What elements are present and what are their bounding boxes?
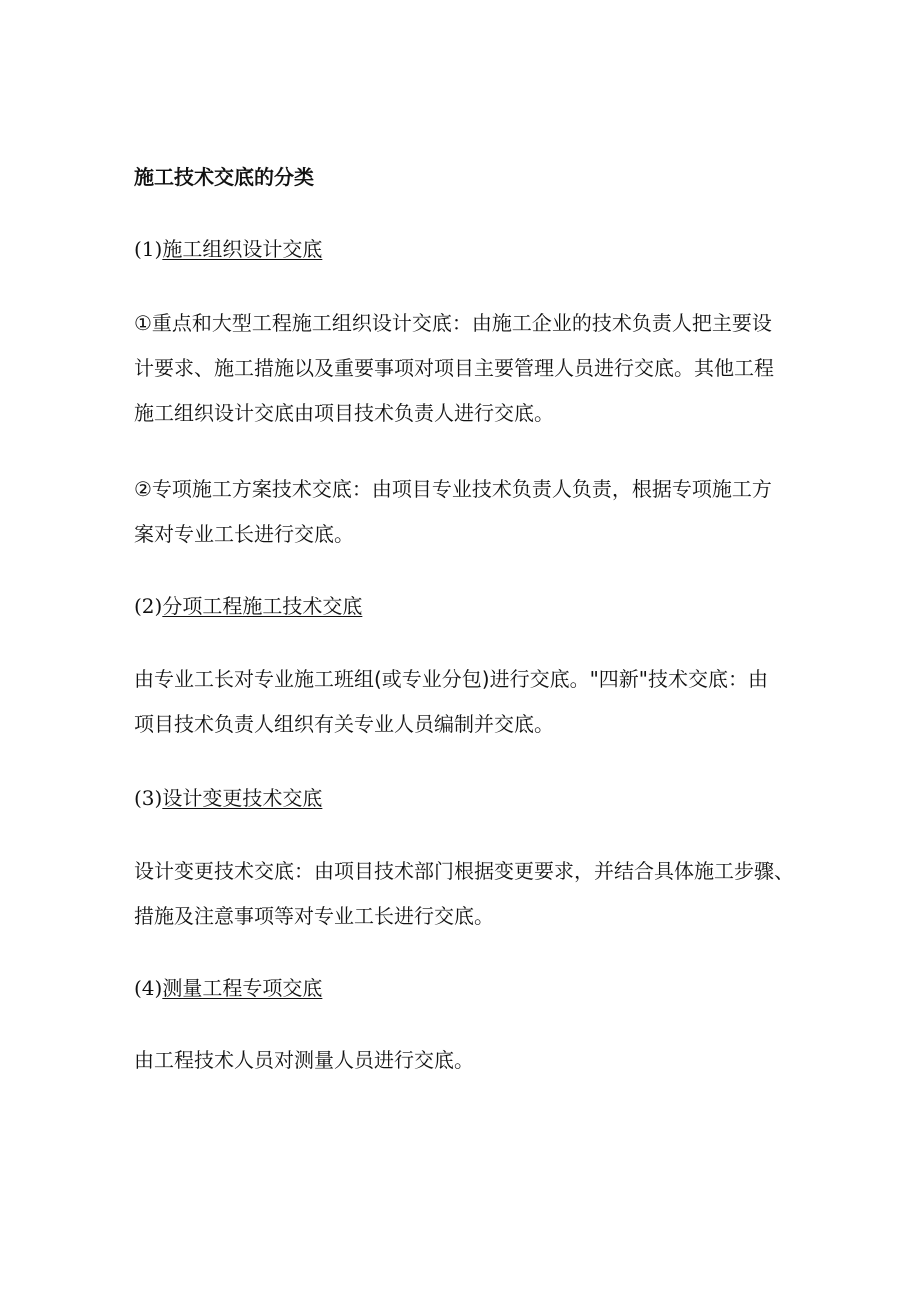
paragraph-line: 由工程技术人员对测量人员进行交底。 bbox=[134, 1048, 474, 1072]
section-number: (2) bbox=[134, 594, 163, 618]
paragraph-line: 计要求、施工措施以及重要事项对项目主要管理人员进行交底。其他工程 bbox=[134, 356, 774, 380]
section-heading-1 bbox=[134, 235, 322, 263]
document-title: 施工技术交底的分类 bbox=[134, 165, 314, 189]
section-number: (4) bbox=[134, 976, 163, 1000]
section-heading-3 bbox=[134, 784, 322, 812]
paragraph-line: 施工组织设计交底由项目技术负责人进行交底。 bbox=[134, 401, 554, 425]
section-heading-text: 设计变更技术交底 bbox=[162, 786, 323, 810]
section-heading-4 bbox=[134, 974, 322, 1002]
paragraph-line: 设计变更技术交底：由项目技术部门根据变更要求，并结合具体施工步骤、 bbox=[134, 859, 794, 883]
paragraph-line: 项目技术负责人组织有关专业人员编制并交底。 bbox=[134, 712, 554, 736]
paragraph-line: 由专业工长对专业施工班组(或专业分包)进行交底。"四新"技术交底：由 bbox=[134, 667, 769, 691]
section-number: (1) bbox=[134, 237, 163, 261]
section-number: (3) bbox=[134, 786, 163, 810]
paragraph-line: ②专项施工方案技术交底：由项目专业技术负责人负责，根据专项施工方 bbox=[134, 477, 772, 501]
section-heading-text: 测量工程专项交底 bbox=[162, 976, 323, 1000]
section-heading-2 bbox=[134, 592, 362, 620]
paragraph-line: 案对专业工长进行交底。 bbox=[134, 522, 354, 546]
section-heading-text: 分项工程施工技术交底 bbox=[162, 594, 363, 618]
paragraph-line: ①重点和大型工程施工组织设计交底：由施工企业的技术负责人把主要设 bbox=[134, 311, 772, 335]
section-heading-text: 施工组织设计交底 bbox=[162, 237, 323, 261]
paragraph-line: 措施及注意事项等对专业工长进行交底。 bbox=[134, 904, 494, 928]
